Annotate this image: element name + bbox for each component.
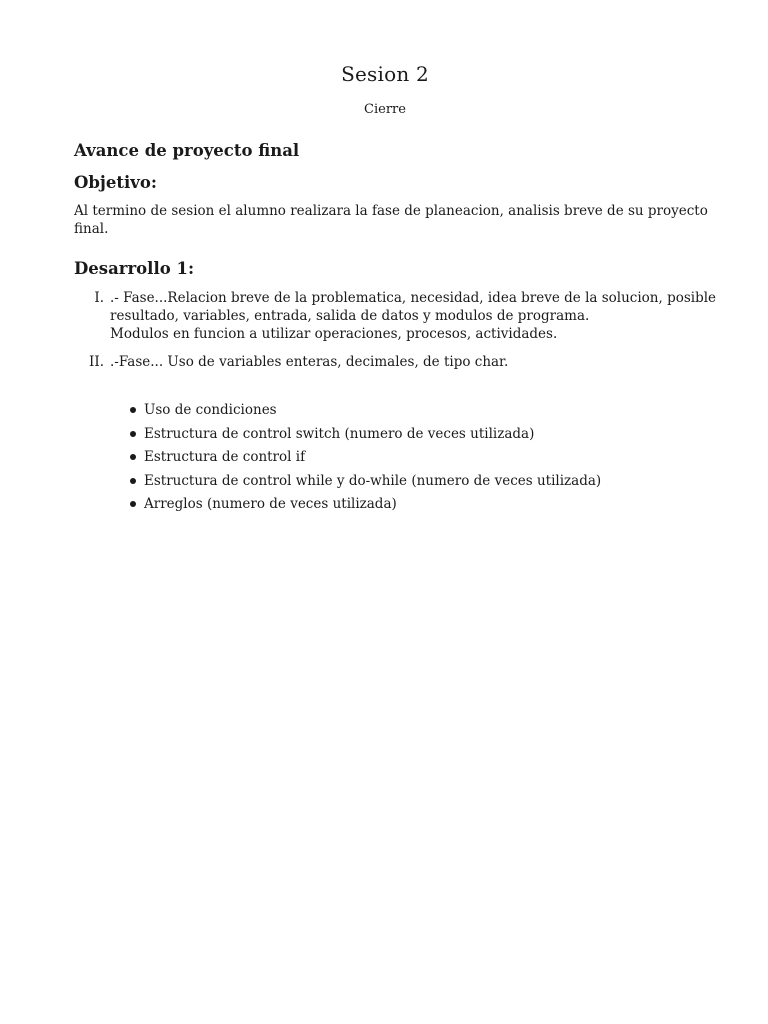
enumerate-line: resultado, variables, entrada, salida de datos y modulos de programa.: [110, 308, 590, 324]
bullet-dot-icon: [130, 407, 136, 413]
section-heading-desarrollo: Desarrollo 1:: [74, 259, 195, 278]
enumerate-body: [110, 289, 717, 343]
objetivo-line-1: Al termino de sesion el alumno realizara la fase de planeacion, analisis breve de su proyecto: [74, 203, 708, 219]
list-item-text: Estructura de control switch (numero de veces utilizada): [144, 425, 535, 442]
list-item: [74, 472, 696, 496]
bullet-list: [74, 401, 696, 519]
section-heading-objetivo: Objetivo:: [74, 173, 157, 192]
bullet-dot-icon: [130, 478, 136, 484]
list-item-text: Uso de condiciones: [144, 402, 277, 418]
bullet-dot-icon: [130, 501, 136, 507]
list-item: [74, 448, 696, 472]
list-item-text: Estructura de control if: [144, 449, 306, 465]
list-item: [74, 425, 696, 449]
document-title: Sesion 2: [341, 62, 429, 86]
enumerate-line: .-Fase... Uso de variables enteras, decimales, de tipo char.: [110, 354, 509, 370]
list-item-text: Estructura de control while y do-while (numero de veces utilizada): [144, 472, 602, 489]
enumerate-line: Modulos en funcion a utilizar operaciones, procesos, actividades.: [110, 326, 558, 342]
objetivo-line-2: final.: [74, 221, 109, 237]
enumerate-body: [110, 353, 696, 371]
document-subtitle: Cierre: [364, 102, 406, 117]
section-heading-avance: Avance de proyecto final: [74, 141, 300, 160]
bullet-dot-icon: [130, 454, 136, 460]
objetivo-paragraph: [74, 202, 708, 238]
list-item: [74, 401, 696, 425]
list-item: [74, 495, 696, 519]
enumerate-label: II.: [89, 354, 104, 370]
enumerate-line: .- Fase...Relacion breve de la problematica, necesidad, idea breve de la solucion, posible: [110, 290, 717, 306]
bullet-dot-icon: [130, 431, 136, 437]
enumerate-label: I.: [94, 290, 104, 306]
list-item-text: Arreglos (numero de veces utilizada): [144, 496, 397, 512]
